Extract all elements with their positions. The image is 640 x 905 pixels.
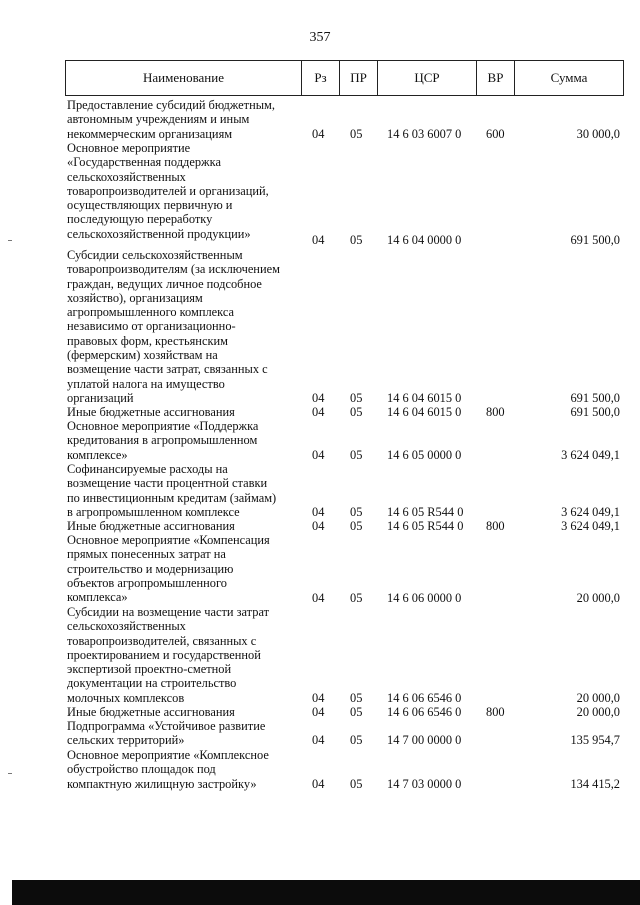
row-name: Основное мероприятие «Государственная поддержка сельскохозяйственных товаропроизводителей и организаций, осуществляющих первичную и последующую переработку сельскохозяйственной продукции» [67,141,269,241]
page-number: 357 [309,30,331,45]
row-rz: 04 [312,705,325,719]
row-csr: 14 7 03 0000 0 [387,777,462,791]
row-sum: 3 624 049,1 [561,519,620,533]
margin-mark [8,773,12,774]
row-pr: 05 [350,777,363,791]
table-row [0,462,640,519]
table-row [0,519,640,533]
row-name: Иные бюджетные ассигнования [67,519,235,533]
row-csr: 14 6 04 6015 0 [387,405,462,419]
row-csr: 14 6 03 6007 0 [387,127,462,141]
header-pr: ПР [339,61,377,95]
row-vr: 800 [486,405,505,419]
header-rz: Рз [301,61,339,95]
row-csr: 14 6 05 R544 0 [387,519,464,533]
row-sum: 135 954,7 [570,733,620,747]
row-rz: 04 [312,505,325,519]
row-vr: 800 [486,519,505,533]
row-pr: 05 [350,733,363,747]
row-pr: 05 [350,391,363,405]
table-row [0,248,640,405]
row-csr: 14 6 06 6546 0 [387,691,462,705]
row-rz: 04 [312,691,325,705]
row-csr: 14 6 06 6546 0 [387,705,462,719]
row-sum: 3 624 049,1 [561,448,620,462]
row-sum: 20 000,0 [576,705,620,719]
row-sum: 134 415,2 [570,777,620,791]
row-pr: 05 [350,405,363,419]
row-pr: 05 [350,233,363,247]
row-rz: 04 [312,391,325,405]
row-rz: 04 [312,448,325,462]
table-row [0,748,640,791]
margin-mark [8,240,12,241]
row-csr: 14 6 04 0000 0 [387,233,462,247]
header-csr: ЦСР [377,61,476,95]
table-row [0,533,640,605]
row-name: Иные бюджетные ассигнования [67,705,235,719]
row-sum: 30 000,0 [576,127,620,141]
table-row [0,98,640,141]
row-name: Субсидии на возмещение части затрат сельскохозяйственных товаропроизводителей, связанных с проектированием и государственной экспертизой проектно-сметной документации на строительство молочных комплексов [67,605,270,705]
header-vr: ВР [476,61,514,95]
row-name: Основное мероприятие «Комплексное обустройство площадок под компактную жилищную застройку» [67,748,269,791]
row-sum: 20 000,0 [576,591,620,605]
row-rz: 04 [312,233,325,247]
row-name: Софинансируемые расходы на возмещение части процентной ставки по инвестиционным кредитам (займам) в агропромышленном комплексе [67,462,277,519]
row-pr: 05 [350,127,363,141]
row-name: Подпрограмма «Устойчивое развитие сельских территорий» [67,719,266,748]
row-csr: 14 6 06 0000 0 [387,591,462,605]
row-csr: 14 6 05 0000 0 [387,448,462,462]
row-rz: 04 [312,777,325,791]
row-name: Предоставление субсидий бюджетным, автономным учреждениям и иным некоммерческим организациям [67,98,275,141]
row-pr: 05 [350,591,363,605]
row-rz: 04 [312,405,325,419]
budget-table-body [0,98,640,791]
table-row [0,605,640,705]
row-rz: 04 [312,733,325,747]
row-name: Основное мероприятие «Компенсация прямых понесенных затрат на строительство и модернизацию объектов агропромышленного комплекса» [67,533,270,605]
row-name: Субсидии сельскохозяйственным товаропроизводителям (за исключением граждан, ведущих личное подсобное хозяйство), организациям агропромышленного комплекса независимо от организационно- правовых форм, крестьянским (фермерским) хозяйствам на возмещение части затрат, связанных с уплатой налога на имущество организаций [67,248,280,405]
row-pr: 05 [350,705,363,719]
row-vr: 600 [486,127,505,141]
table-row [0,141,640,248]
row-sum: 3 624 049,1 [561,505,620,519]
table-row [0,405,640,419]
row-rz: 04 [312,519,325,533]
table-header [65,60,624,96]
table-row [0,705,640,719]
row-csr: 14 7 00 0000 0 [387,733,462,747]
header-name: Наименование [143,70,224,85]
row-pr: 05 [350,448,363,462]
header-sum: Сумма [514,61,623,95]
row-sum: 691 500,0 [570,405,620,419]
row-csr: 14 6 04 6015 0 [387,391,462,405]
table-row [0,719,640,748]
row-pr: 05 [350,505,363,519]
row-name: Иные бюджетные ассигнования [67,405,235,419]
row-pr: 05 [350,691,363,705]
table-row [0,419,640,462]
row-sum: 691 500,0 [570,233,620,247]
row-rz: 04 [312,127,325,141]
row-pr: 05 [350,519,363,533]
row-csr: 14 6 05 R544 0 [387,505,464,519]
row-rz: 04 [312,591,325,605]
row-name: Основное мероприятие «Поддержка кредитования в агропромышленном комплексе» [67,419,259,462]
row-vr: 800 [486,705,505,719]
scan-edge-bar [12,880,640,905]
row-sum: 20 000,0 [576,691,620,705]
row-sum: 691 500,0 [570,391,620,405]
